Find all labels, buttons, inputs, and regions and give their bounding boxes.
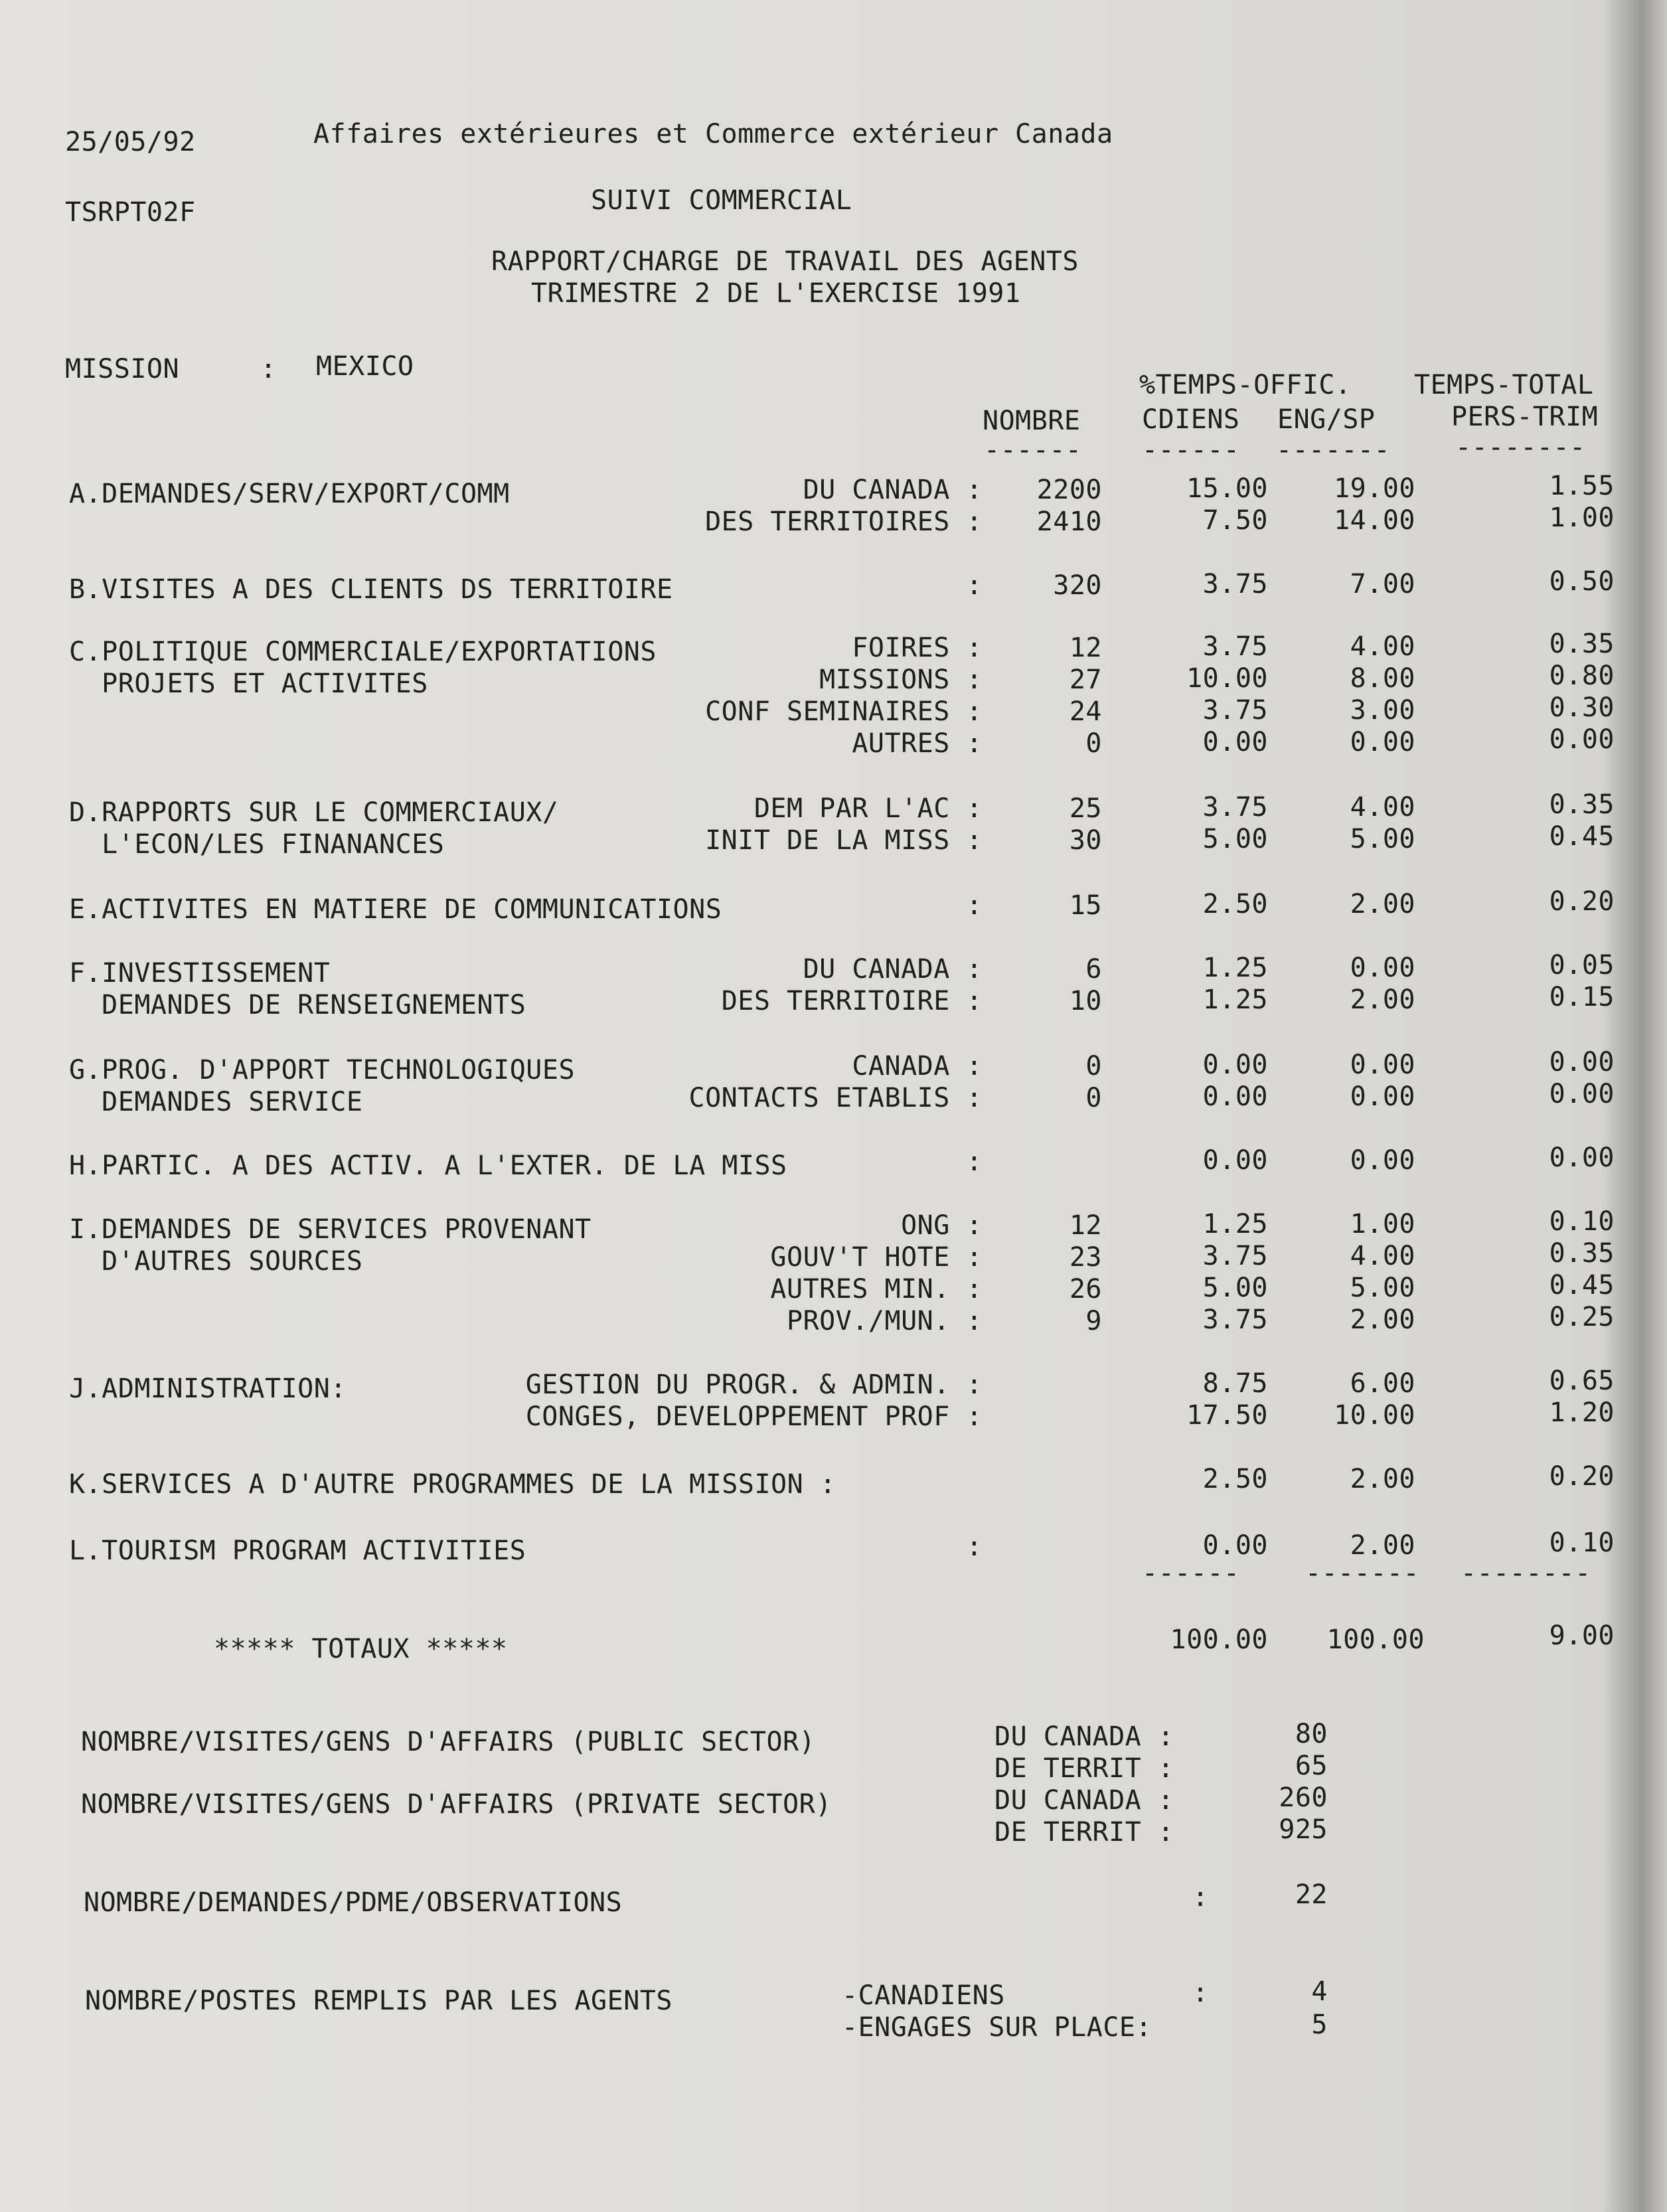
row-sublabel: AUTRES MIN. : xyxy=(770,1274,983,1304)
row-label: G.PROG. D'APPORT TECHNOLOGIQUES xyxy=(69,1055,576,1085)
row-perstrim: 0.30 xyxy=(1549,692,1615,723)
organization-name: Affaires extérieures et Commerce extérieur Canada xyxy=(313,119,1113,149)
row-engsp: 0.00 xyxy=(1350,727,1415,757)
row-engsp: 2.00 xyxy=(1350,1464,1415,1494)
row-cdiens: 8.75 xyxy=(1202,1368,1268,1399)
col-header-perstrim: PERS-TRIM xyxy=(1451,402,1599,432)
visits-private-territ-value: 925 xyxy=(1279,1814,1328,1845)
visits-public-label: NOMBRE/VISITES/GENS D'AFFAIRS (PUBLIC SECTOR) xyxy=(81,1727,816,1757)
row-sublabel: DU CANADA : xyxy=(803,475,983,505)
canadiens-value: 4 xyxy=(1311,1976,1328,2007)
row-sublabel: : xyxy=(966,890,983,921)
report-subtitle: TRIMESTRE 2 DE L'EXERCISE 1991 xyxy=(531,278,1021,309)
postes-label: NOMBRE/POSTES REMPLIS PAR LES AGENTS xyxy=(85,1986,673,2016)
row-sublabel: DU CANADA : xyxy=(803,954,983,985)
row-cdiens: 2.50 xyxy=(1202,889,1268,919)
row-engsp: 4.00 xyxy=(1350,631,1415,662)
visits-public-canada-value: 80 xyxy=(1295,1719,1328,1749)
engages-label: -ENGAGES SUR PLACE: xyxy=(842,2012,1152,2043)
row-sublabel: ONG : xyxy=(901,1210,983,1241)
row-perstrim: 0.25 xyxy=(1549,1302,1615,1332)
canadiens-label: -CANADIENS xyxy=(842,1980,1005,2011)
row-cdiens: 17.50 xyxy=(1186,1400,1268,1431)
system-name: SUIVI COMMERCIAL xyxy=(591,185,852,216)
row-engsp: 6.00 xyxy=(1350,1368,1415,1399)
row-sublabel: INIT DE LA MISS : xyxy=(705,825,983,856)
row-engsp: 0.00 xyxy=(1350,1081,1415,1112)
row-engsp: 2.00 xyxy=(1350,1304,1415,1335)
row-label: PROJETS ET ACTIVITES xyxy=(69,669,428,699)
row-cdiens: 0.00 xyxy=(1202,1145,1268,1176)
row-cdiens: 0.00 xyxy=(1202,727,1268,757)
report-code: TSRPT02F xyxy=(65,197,196,228)
row-sublabel: AUTRES : xyxy=(852,728,983,759)
row-cdiens: 0.00 xyxy=(1202,1081,1268,1112)
row-cdiens: 0.00 xyxy=(1202,1050,1268,1080)
row-engsp: 2.00 xyxy=(1350,889,1415,919)
row-cdiens: 1.25 xyxy=(1202,985,1268,1015)
row-nombre: 27 xyxy=(1069,665,1102,695)
row-label: F.INVESTISSEMENT xyxy=(69,958,331,988)
visits-public-territ-value: 65 xyxy=(1295,1751,1328,1781)
row-nombre: 23 xyxy=(1069,1242,1102,1273)
row-cdiens: 5.00 xyxy=(1202,1273,1268,1303)
row-perstrim: 0.45 xyxy=(1549,821,1615,852)
row-label: C.POLITIQUE COMMERCIALE/EXPORTATIONS xyxy=(69,637,657,667)
visits-public-canada-label: DU CANADA : xyxy=(994,1721,1174,1752)
row-cdiens: 0.00 xyxy=(1202,1530,1268,1561)
row-sublabel: : xyxy=(966,1532,983,1562)
row-nombre: 0 xyxy=(1085,1051,1102,1081)
row-cdiens: 3.75 xyxy=(1202,631,1268,662)
row-perstrim: 0.50 xyxy=(1549,566,1615,597)
demandes-value: 22 xyxy=(1295,1879,1328,1910)
row-sublabel: GESTION DU PROGR. & ADMIN. : xyxy=(525,1370,983,1400)
mission-label: MISSION xyxy=(65,354,180,384)
totals-rule-cdiens: ------ xyxy=(1142,1558,1240,1589)
row-label: DEMANDES SERVICE xyxy=(69,1087,363,1117)
row-nombre: 320 xyxy=(1053,570,1102,601)
row-perstrim: 0.05 xyxy=(1549,950,1615,981)
row-sublabel: CONTACTS ETABLIS : xyxy=(688,1083,983,1113)
mission-value: MEXICO xyxy=(316,351,414,382)
canadiens-separator: : xyxy=(1192,1978,1209,2008)
row-engsp: 0.00 xyxy=(1350,1145,1415,1176)
col-rule-perstrim: -------- xyxy=(1455,432,1586,463)
row-label: B.VISITES A DES CLIENTS DS TERRITOIRE xyxy=(69,574,673,605)
totals-engsp: 100.00 xyxy=(1326,1624,1425,1655)
row-engsp: 3.00 xyxy=(1350,695,1415,726)
row-sublabel: MISSIONS : xyxy=(819,665,983,695)
col-rule-nombre: ------ xyxy=(984,435,1082,465)
report-title: RAPPORT/CHARGE DE TRAVAIL DES AGENTS xyxy=(491,246,1079,277)
row-sublabel: PROV./MUN. : xyxy=(787,1306,983,1336)
row-cdiens: 7.50 xyxy=(1202,505,1268,536)
row-perstrim: 0.00 xyxy=(1549,1143,1615,1173)
row-nombre: 10 xyxy=(1069,986,1102,1016)
row-label: J.ADMINISTRATION: xyxy=(69,1374,347,1404)
visits-private-canada-value: 260 xyxy=(1279,1782,1328,1813)
row-perstrim: 0.35 xyxy=(1549,789,1615,820)
row-perstrim: 0.15 xyxy=(1549,982,1615,1012)
row-cdiens: 15.00 xyxy=(1186,473,1268,504)
row-cdiens: 3.75 xyxy=(1202,792,1268,823)
row-engsp: 7.00 xyxy=(1350,569,1415,599)
row-engsp: 4.00 xyxy=(1350,1241,1415,1271)
row-engsp: 2.00 xyxy=(1350,1530,1415,1561)
row-engsp: 0.00 xyxy=(1350,1050,1415,1080)
row-engsp: 5.00 xyxy=(1350,1273,1415,1303)
row-perstrim: 0.10 xyxy=(1549,1206,1615,1237)
row-cdiens: 1.25 xyxy=(1202,953,1268,983)
row-nombre: 12 xyxy=(1069,1210,1102,1241)
row-engsp: 14.00 xyxy=(1334,505,1415,536)
row-perstrim: 0.10 xyxy=(1549,1528,1615,1558)
row-engsp: 19.00 xyxy=(1334,473,1415,504)
row-nombre: 24 xyxy=(1069,696,1102,727)
row-engsp: 2.00 xyxy=(1350,985,1415,1015)
totals-perstrim: 9.00 xyxy=(1549,1620,1615,1651)
row-label: I.DEMANDES DE SERVICES PROVENANT xyxy=(69,1214,592,1245)
col-header-nombre: NOMBRE xyxy=(983,406,1081,436)
visits-private-label: NOMBRE/VISITES/GENS D'AFFAIRS (PRIVATE SECTOR) xyxy=(81,1789,832,1820)
row-nombre: 12 xyxy=(1069,633,1102,663)
row-nombre: 9 xyxy=(1085,1306,1102,1336)
row-perstrim: 0.45 xyxy=(1549,1270,1615,1301)
col-header-temps-total: TEMPS-TOTAL xyxy=(1414,370,1594,400)
row-label: K.SERVICES A D'AUTRE PROGRAMMES DE LA MISSION : xyxy=(69,1469,836,1500)
row-sublabel: FOIRES : xyxy=(852,633,983,663)
row-cdiens: 3.75 xyxy=(1202,1241,1268,1271)
row-nombre: 2410 xyxy=(1036,507,1102,537)
mission-separator: : xyxy=(260,354,277,384)
totals-cdiens: 100.00 xyxy=(1170,1624,1268,1655)
row-sublabel: GOUV'T HOTE : xyxy=(770,1242,983,1273)
report-date: 25/05/92 xyxy=(65,127,196,157)
row-perstrim: 0.00 xyxy=(1549,1047,1615,1077)
row-cdiens: 5.00 xyxy=(1202,824,1268,854)
row-perstrim: 1.55 xyxy=(1549,471,1615,501)
row-perstrim: 0.65 xyxy=(1549,1366,1615,1396)
row-perstrim: 1.00 xyxy=(1549,503,1615,533)
row-nombre: 0 xyxy=(1085,1083,1102,1113)
col-rule-engsp: ------- xyxy=(1276,435,1391,465)
row-label: D'AUTRES SOURCES xyxy=(69,1246,363,1277)
row-perstrim: 0.20 xyxy=(1549,886,1615,917)
row-nombre: 6 xyxy=(1085,954,1102,985)
visits-public-territ-label: DE TERRIT : xyxy=(994,1753,1174,1784)
row-sublabel: DES TERRITOIRES : xyxy=(705,507,983,537)
row-cdiens: 3.75 xyxy=(1202,1304,1268,1335)
row-sublabel: CANADA : xyxy=(852,1051,983,1081)
demandes-label: NOMBRE/DEMANDES/PDME/OBSERVATIONS xyxy=(84,1887,623,1918)
row-engsp: 0.00 xyxy=(1350,953,1415,983)
row-label: E.ACTIVITES EN MATIERE DE COMMUNICATIONS xyxy=(69,894,722,925)
row-nombre: 25 xyxy=(1069,793,1102,824)
row-nombre: 15 xyxy=(1069,890,1102,921)
row-perstrim: 0.35 xyxy=(1549,629,1615,659)
totals-label: ***** TOTAUX ***** xyxy=(214,1634,508,1664)
row-sublabel: CONF SEMINAIRES : xyxy=(705,696,983,727)
row-sublabel: DEM PAR L'AC : xyxy=(754,793,983,824)
col-header-engsp: ENG/SP xyxy=(1277,404,1376,435)
row-perstrim: 0.80 xyxy=(1549,661,1615,691)
row-sublabel: CONGES, DEVELOPPEMENT PROF : xyxy=(525,1401,983,1432)
row-engsp: 8.00 xyxy=(1350,663,1415,694)
col-header-cdiens: CDIENS xyxy=(1142,404,1240,435)
row-label: L'ECON/LES FINANANCES xyxy=(69,829,445,860)
row-cdiens: 1.25 xyxy=(1202,1209,1268,1239)
row-engsp: 10.00 xyxy=(1334,1400,1415,1431)
visits-private-territ-label: DE TERRIT : xyxy=(994,1817,1174,1848)
row-perstrim: 0.35 xyxy=(1549,1238,1615,1269)
row-label: DEMANDES DE RENSEIGNEMENTS xyxy=(69,990,526,1020)
row-nombre: 2200 xyxy=(1036,475,1102,505)
row-perstrim: 0.20 xyxy=(1549,1461,1615,1492)
row-label: D.RAPPORTS SUR LE COMMERCIAUX/ xyxy=(69,797,559,828)
col-rule-cdiens: ------ xyxy=(1142,435,1240,465)
row-cdiens: 3.75 xyxy=(1202,569,1268,599)
row-engsp: 1.00 xyxy=(1350,1209,1415,1239)
row-sublabel: : xyxy=(966,1146,983,1177)
row-perstrim: 0.00 xyxy=(1549,724,1615,755)
visits-private-canada-label: DU CANADA : xyxy=(994,1785,1174,1816)
totals-rule-engsp: ------- xyxy=(1305,1558,1420,1589)
row-cdiens: 3.75 xyxy=(1202,695,1268,726)
row-engsp: 4.00 xyxy=(1350,792,1415,823)
demandes-separator: : xyxy=(1192,1882,1209,1913)
engages-value: 5 xyxy=(1311,2010,1328,2040)
row-cdiens: 10.00 xyxy=(1186,663,1268,694)
row-cdiens: 2.50 xyxy=(1202,1464,1268,1494)
row-nombre: 0 xyxy=(1085,728,1102,759)
row-engsp: 5.00 xyxy=(1350,824,1415,854)
row-label: A.DEMANDES/SERV/EXPORT/COMM xyxy=(69,479,510,509)
totals-rule-perstrim: -------- xyxy=(1461,1558,1591,1589)
row-label: H.PARTIC. A DES ACTIV. A L'EXTER. DE LA MISS xyxy=(69,1150,787,1181)
col-header-pct-temps: %TEMPS-OFFIC. xyxy=(1139,370,1352,400)
row-nombre: 30 xyxy=(1069,825,1102,856)
row-sublabel: : xyxy=(966,570,983,601)
row-nombre: 26 xyxy=(1069,1274,1102,1304)
row-sublabel: DES TERRITOIRE : xyxy=(721,986,983,1016)
row-perstrim: 1.20 xyxy=(1549,1397,1615,1428)
row-perstrim: 0.00 xyxy=(1549,1079,1615,1109)
row-label: L.TOURISM PROGRAM ACTIVITIES xyxy=(69,1536,526,1566)
